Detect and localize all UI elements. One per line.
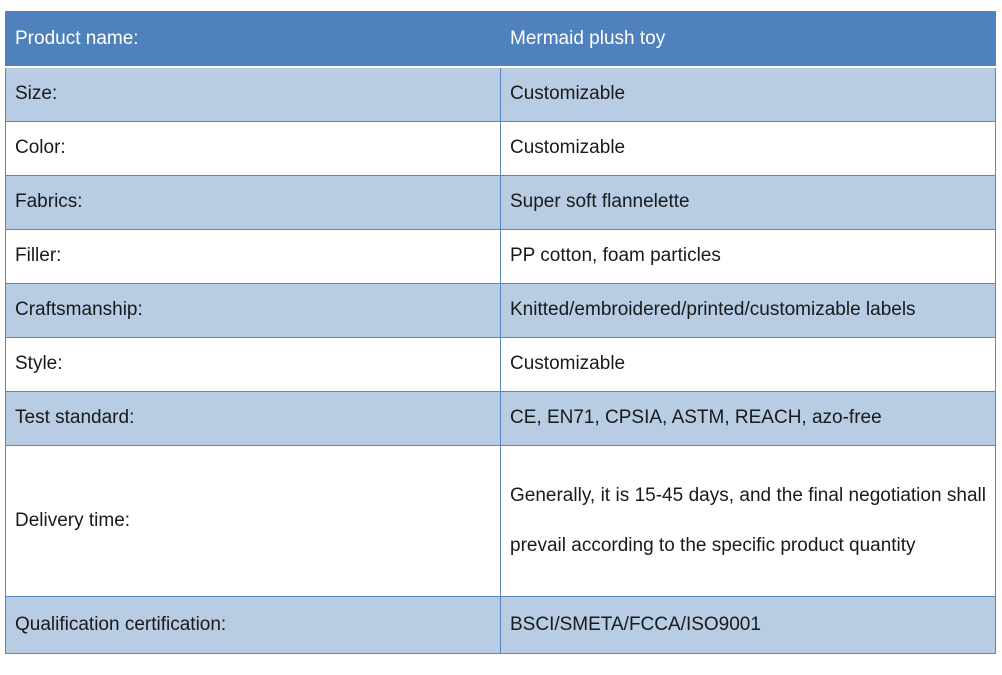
row-label-craftsmanship: Craftsmanship: [6, 284, 501, 338]
row-label-qualification: Qualification certification: [6, 597, 501, 654]
table-row [6, 176, 996, 230]
table-row [6, 122, 996, 176]
row-value-craftsmanship: Knitted/embroidered/printed/customizable labels [501, 284, 996, 338]
table-row [6, 597, 996, 654]
row-value-filler: PP cotton, foam particles [501, 230, 996, 284]
row-label-filler: Filler: [6, 230, 501, 284]
row-value-color: Customizable [501, 122, 996, 176]
row-value-size: Customizable [501, 67, 996, 122]
table-row [6, 67, 996, 122]
table-row [6, 446, 996, 597]
row-value-style: Customizable [501, 338, 996, 392]
row-label-delivery-time: Delivery time: [6, 446, 501, 597]
header-value-cell: Mermaid plush toy [501, 12, 996, 68]
row-label-test-standard: Test standard: [6, 392, 501, 446]
header-label-cell: Product name: [6, 12, 501, 68]
row-value-delivery-time: Generally, it is 15-45 days, and the final negotiation shall prevail according to the specific product quantity [501, 446, 996, 597]
table-header-row [6, 12, 996, 68]
row-label-style: Style: [6, 338, 501, 392]
table-row [6, 230, 996, 284]
table-row [6, 392, 996, 446]
row-value-test-standard: CE, EN71, CPSIA, ASTM, REACH, azo-free [501, 392, 996, 446]
table-row [6, 338, 996, 392]
row-label-color: Color: [6, 122, 501, 176]
row-label-fabrics: Fabrics: [6, 176, 501, 230]
row-value-fabrics: Super soft flannelette [501, 176, 996, 230]
product-spec-table [5, 11, 996, 654]
row-value-qualification: BSCI/SMETA/FCCA/ISO9001 [501, 597, 996, 654]
table-row [6, 284, 996, 338]
row-label-size: Size: [6, 67, 501, 122]
